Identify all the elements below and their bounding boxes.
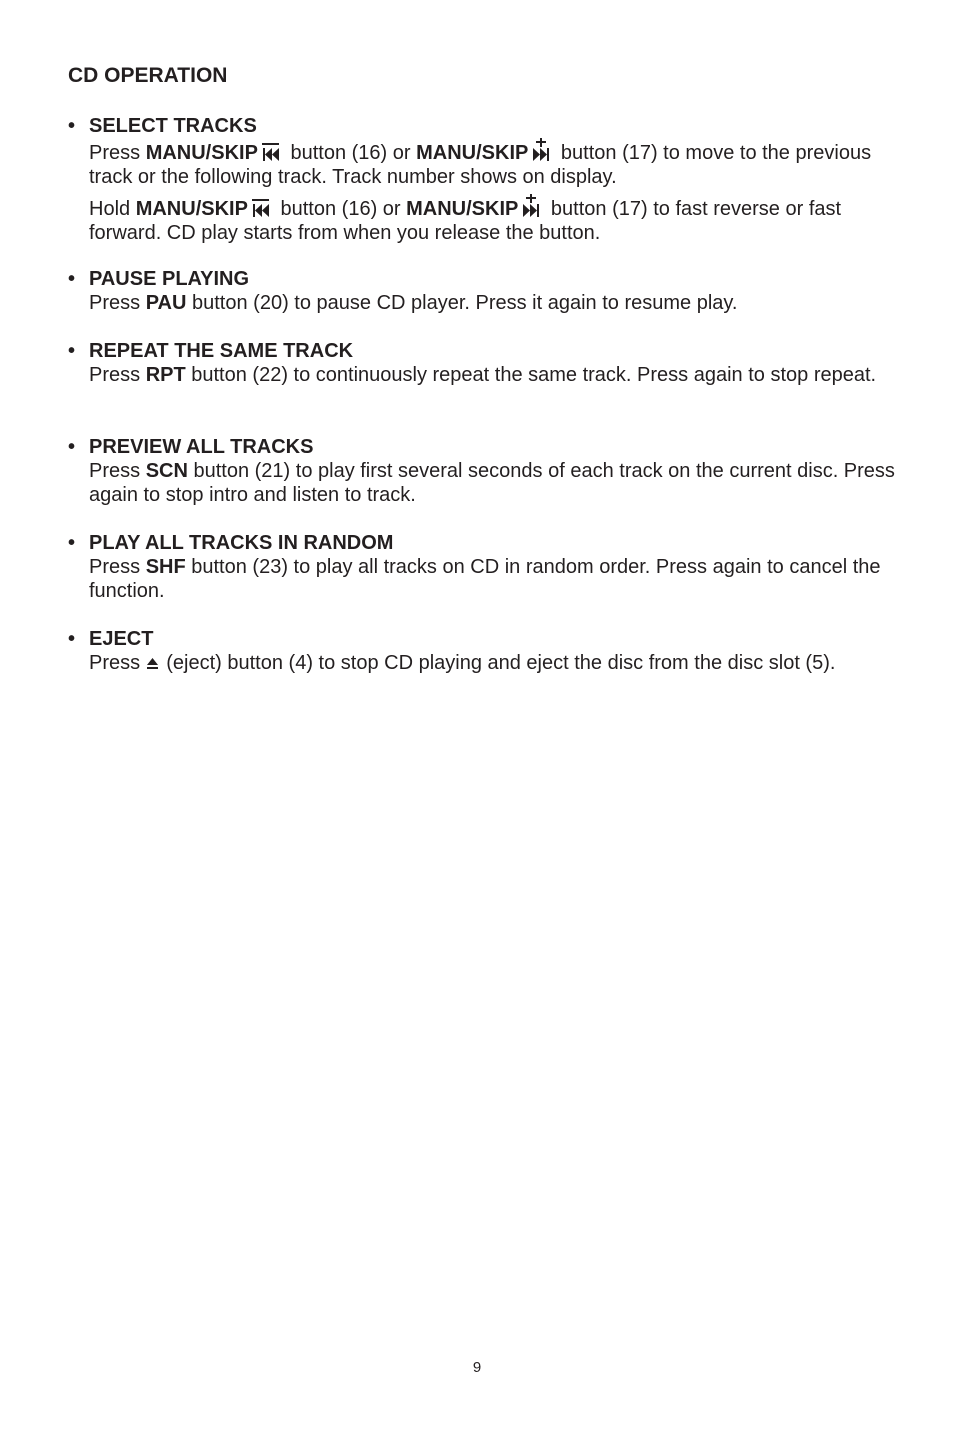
section-play-random: [68, 531, 898, 603]
heading-text: PAUSE PLAYING: [89, 268, 250, 290]
bullet: •: [68, 628, 76, 650]
section-body: [89, 555, 898, 603]
text: Hold: [89, 198, 136, 220]
text: button (16) or: [274, 198, 407, 220]
section-eject: [68, 627, 928, 675]
eject-icon: [146, 656, 159, 670]
page-title: CD OPERATION: [68, 64, 228, 87]
text: button (21) to play first several seconds of each track on the current disc. Press again to stop intro and listen to track.: [89, 460, 895, 506]
text: Press: [89, 556, 146, 578]
select-tracks-press-paragraph: [89, 138, 898, 189]
page-number: 9: [472, 1359, 482, 1376]
skip-back-icon: [251, 198, 271, 218]
section-repeat-same-track: [68, 339, 898, 387]
section-body: [89, 291, 898, 315]
bullet: •: [68, 115, 76, 137]
button-name: RPT: [145, 364, 186, 386]
text: button (20) to pause CD player. Press it again to resume play.: [186, 292, 738, 314]
text: button (16) or: [284, 142, 417, 164]
text: button (22) to continuously repeat the same track. Press again to stop repeat.: [185, 364, 877, 386]
section-body: [89, 459, 898, 507]
heading-text: PREVIEW ALL TRACKS: [89, 436, 314, 458]
text: button (17) to move to the previous track or the following track. Track number shows on display.: [89, 142, 872, 188]
select-tracks-hold-paragraph: [89, 194, 898, 245]
text: Press: [89, 292, 146, 314]
button-name: MANU/SKIP: [145, 142, 258, 164]
section-heading: [68, 435, 898, 459]
button-name: PAU: [145, 292, 187, 314]
section-heading: [68, 339, 898, 363]
text: Press: [89, 364, 146, 386]
heading-text: PLAY ALL TRACKS IN RANDOM: [89, 532, 394, 554]
bullet: •: [68, 268, 76, 290]
section-body: [89, 363, 898, 387]
button-name: MANU/SKIP: [406, 198, 519, 220]
bullet: •: [68, 340, 76, 362]
text: Press: [89, 142, 146, 164]
section-heading: [68, 114, 898, 138]
text: Press: [89, 652, 146, 674]
text: Press: [89, 460, 146, 482]
section-body: [89, 651, 928, 675]
button-name: SCN: [145, 460, 188, 482]
skip-forward-icon: [521, 194, 541, 218]
section-pause-playing: [68, 267, 898, 315]
text: button (17) to fast reverse or fast forward. CD play starts from when you release the button.: [89, 198, 842, 244]
section-heading: [68, 627, 928, 651]
bullet: •: [68, 532, 76, 554]
skip-back-icon: [261, 142, 281, 162]
button-name: SHF: [145, 556, 186, 578]
button-name: MANU/SKIP: [135, 198, 248, 220]
section-heading: [68, 531, 898, 555]
section-heading: [68, 267, 898, 291]
button-name: MANU/SKIP: [416, 142, 529, 164]
heading-text: REPEAT THE SAME TRACK: [89, 340, 354, 362]
text: (eject) button (4) to stop CD playing and eject the disc from the disc slot (5).: [160, 652, 836, 674]
text: button (23) to play all tracks on CD in random order. Press again to cancel the function.: [89, 556, 881, 602]
skip-forward-icon: [531, 138, 551, 162]
heading-text: EJECT: [89, 628, 154, 650]
heading-text: SELECT TRACKS: [89, 115, 257, 137]
section-select-tracks: [68, 114, 898, 245]
bullet: •: [68, 436, 76, 458]
section-preview-all-tracks: [68, 435, 898, 507]
